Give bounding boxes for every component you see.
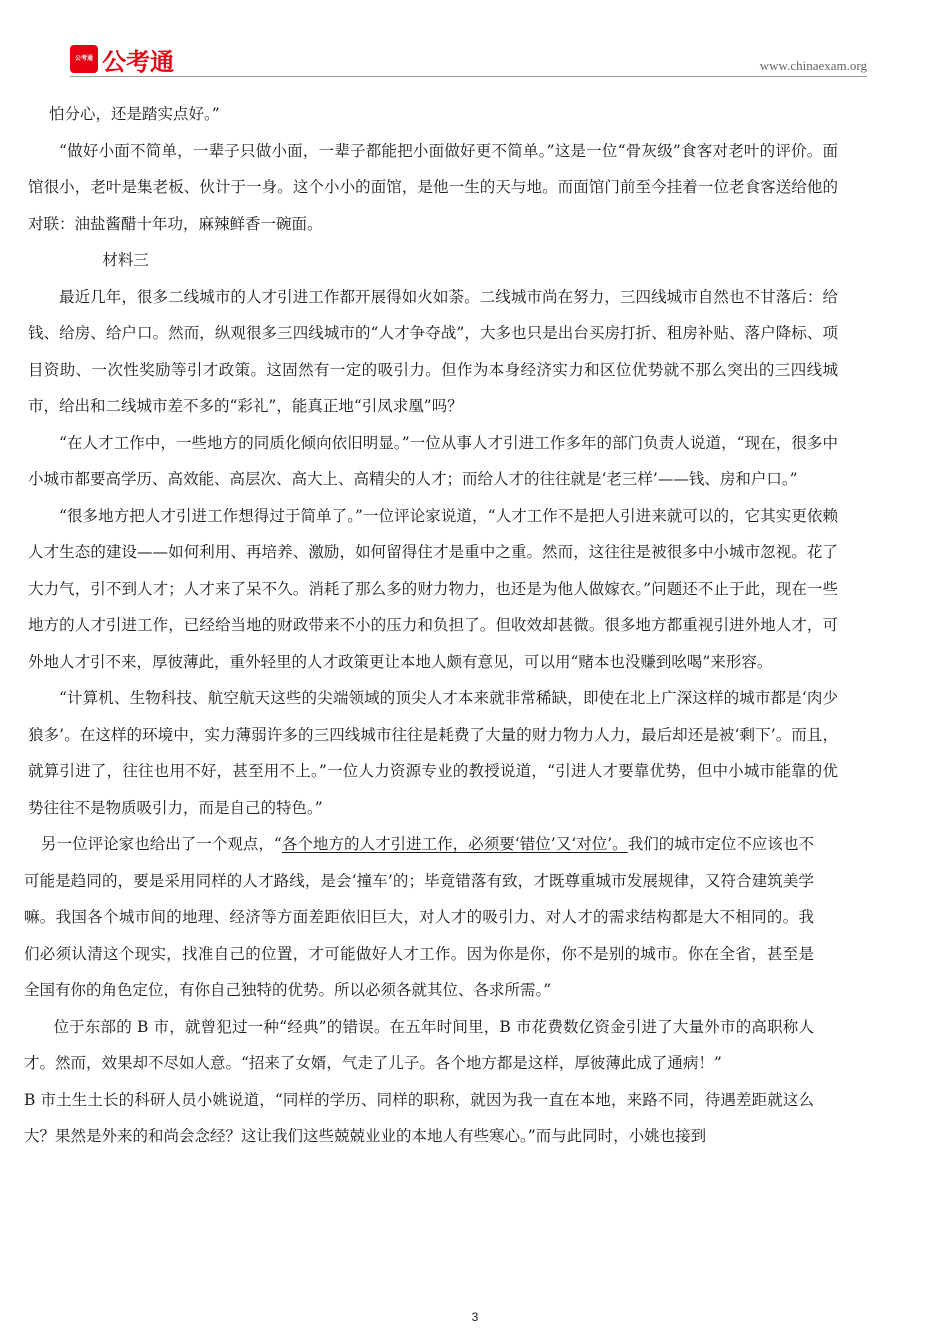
brand-name: 公考通 (102, 48, 174, 76)
para8-before: 另一位评论家也给出了一个观点，“ (41, 835, 282, 853)
paragraph-homogenization: “在人才工作中，一些地方的同质化倾向依旧明显。”一位从事人才引进工作多年的部门负责人说道，“现在，很多中小城市都要高学历、高效能、高层次、高大上、高精尖的人才；而给人才的往往就是‘老三样’——钱、房和户口。” (28, 433, 838, 488)
document-body (24, 96, 838, 1155)
site-url-link[interactable]: www.chinaexam.org (759, 58, 867, 73)
page-number: 3 (471, 1310, 479, 1324)
paragraph-continuation: 怕分心，还是踏实点好。” (49, 105, 220, 123)
brand-logo-icon (70, 45, 98, 73)
page-header (0, 0, 950, 80)
underlined-key-sentence: 各个地方的人才引进工作，必须要‘错位’又‘对位’。 (281, 835, 628, 853)
para9-line2: B 市土生土长的科研人员小姚说道，“同样的学历、同样的职称，就因为我一直在本地，来路不同，待遇差距就这么大？果然是外来的和尚会念经？这让我们这些兢兢业业的本地人有些寒心。”而与此同时，小姚也接到 (24, 1090, 814, 1145)
logo-badge-text: 公考通 (74, 55, 93, 62)
paragraph-professor-quote: “计算机、生物科技、航空航天这些的尖端领域的顶尖人才本来就非常稀缺，即使在北上广深这样的城市都是‘肉少狼多’。在这样的环境中，实力薄弱许多的三四线城市往往是耗费了大量的财力物力人力，最后却还是被‘剩下’。而且，就算引进了，往往也用不好，甚至用不上。”一位人力资源专业的教授说道，“引进人才要靠优势，但中小城市能靠的优势往往不是物质吸引力，而是自己的特色。” (28, 689, 838, 817)
paragraph-positioning (24, 826, 814, 1009)
para8-after: 我们的城市定位不应该也不可能是趋同的，要是采用同样的人才路线，是会‘撞车’的；毕竟错落有致，才既尊重城市发展规律，又符合建筑美学嘛。我国各个城市间的地理、经济等方面差距依旧巨大，对人才的吸引力、对人才的需求结构都是大不相同的。我们必须认清这个现实，找准自己的位置，才可能做好人才工作。因为你是你，你不是别的城市。你在全省，甚至是全国有你的角色定位，有你自己独特的优势。所以必须各就其位、各求所需。” (24, 835, 814, 999)
paragraph-city-b (24, 1009, 814, 1155)
header-divider (70, 76, 867, 77)
para9-line1: 位于东部的 B 市，就曾犯过一种“经典”的错误。在五年时间里，B 市花费数亿资金引进了大量外市的高职称人才。然而，效果却不尽如人意。“招来了女婿，气走了儿子。各个地方都是这样，厚彼薄此成了通病！” (24, 1017, 814, 1072)
section-heading-material-3: 材料三 (102, 251, 149, 269)
paragraph-talent-competition: 最近几年，很多二线城市的人才引进工作都开展得如火如荼。二线城市尚在努力，三四线城市自然也不甘落后：给钱、给房、给户口。然而，纵观很多三四线城市的“人才争夺战”，大多也只是出台买房打折、租房补贴、落户降标、项目资助、一次性奖励等引才政策。这固然有一定的吸引力。但作为本身经济实力和区位优势就不那么突出的三四线城市，给出和二线城市差不多的“彩礼”，能真正地“引凤求凰”吗？ (28, 287, 838, 415)
paragraph-laoye-review: “做好小面不简单，一辈子只做小面，一辈子都能把小面做好更不简单。”这是一位“骨灰级”食客对老叶的评价。面馆很小，老叶是集老板、伙计于一身。这个小小的面馆，是他一生的天与地。而面馆门前至今挂着一位老食客送给他的对联：油盐酱醋十年功，麻辣鲜香一碗面。 (28, 141, 838, 233)
paragraph-talent-ecology: “很多地方把人才引进工作想得过于简单了。”一位评论家说道，“人才工作不是把人引进来就可以的，它其实更依赖人才生态的建设——如何利用、再培养、激励，如何留得住才是重中之重。然而，这往往是被很多中小城市忽视。花了大力气，引不到人才；人才来了呆不久。消耗了那么多的财力物力，也还是为他人做嫁衣。”问题还不止于此，现在一些地方的人才引进工作，已经给当地的财政带来不小的压力和负担了。但收效却甚微。很多地方都重视引进外地人才，可外地人才引不来，厚彼薄此，重外轻里的人才政策更让本地人颇有意见，可以用“赌本也没赚到吆喝”来形容。 (28, 506, 838, 671)
